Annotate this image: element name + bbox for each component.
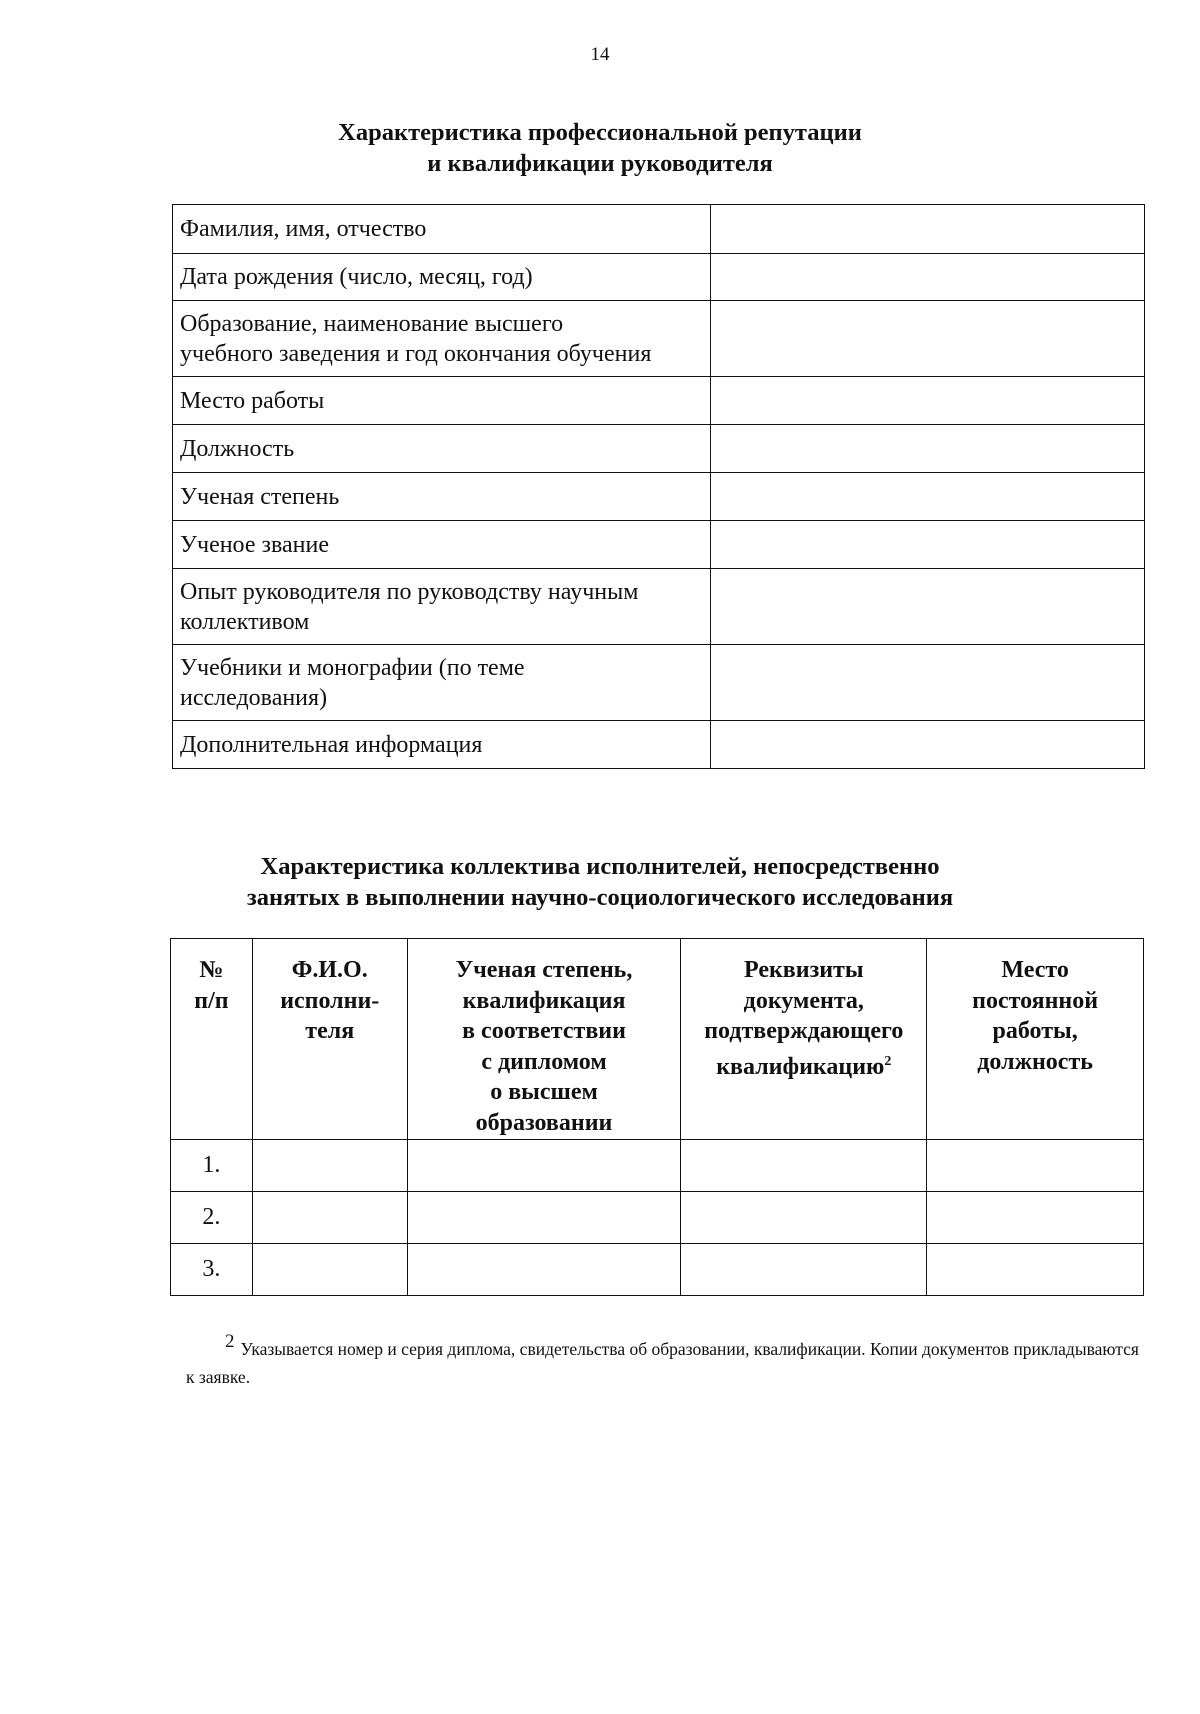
profile-row-label	[173, 521, 711, 569]
header-number	[171, 939, 253, 1140]
team-table-header-row	[171, 939, 1144, 1140]
profile-row-value[interactable]	[711, 205, 1145, 254]
section-1-title-line-1: Характеристика профессиональной репутации	[338, 119, 862, 146]
header-document-line	[682, 986, 925, 1017]
footnote-text: Указывается номер и серия диплома, свидетельства об образовании, квалификации. Копии документов прикладываются к заявке.	[186, 1339, 1139, 1387]
header-document-line-text: Реквизиты	[743, 957, 864, 983]
header-document	[681, 939, 927, 1140]
header-number-line-text: п/п	[194, 987, 229, 1014]
header-fio-line-text: теля	[305, 1018, 355, 1044]
profile-row	[173, 569, 1145, 645]
header-degree-line	[409, 1047, 680, 1078]
section-1-title	[0, 117, 1200, 179]
profile-row-label-line: Ученая степень	[180, 483, 340, 510]
profile-row-label	[173, 377, 711, 425]
profile-row-label-line: Образование, наименование высшего	[180, 310, 564, 337]
profile-row-label-line: Дополнительная информация	[180, 731, 483, 758]
header-workplace-line	[928, 955, 1142, 986]
profile-row-label	[173, 254, 711, 301]
header-fio-line	[254, 986, 406, 1017]
header-degree-line-text: Ученая степень,	[455, 957, 633, 983]
team-cell-fio[interactable]	[252, 1244, 407, 1296]
header-number-line-text: №	[199, 957, 224, 983]
profile-row-label-line: Фамилия, имя, отчество	[180, 216, 427, 242]
team-cell-fio[interactable]	[252, 1192, 407, 1244]
header-degree-line	[409, 986, 680, 1017]
header-workplace-line	[928, 1016, 1142, 1047]
team-table	[170, 938, 1144, 1296]
profile-row-value[interactable]	[711, 569, 1145, 645]
profile-row-value[interactable]	[711, 473, 1145, 521]
profile-row-label	[173, 569, 711, 645]
header-workplace-line-text: постоянной	[972, 987, 1099, 1014]
profile-row-label	[173, 721, 711, 769]
profile-row-label-line: исследования)	[180, 684, 328, 711]
team-cell-degree[interactable]	[407, 1140, 681, 1192]
footnote-ref-mark: 2	[884, 1053, 892, 1069]
profile-row-value[interactable]	[711, 377, 1145, 425]
team-cell-workplace[interactable]	[927, 1140, 1144, 1192]
header-degree-line-text: в соответствии	[462, 1018, 626, 1044]
header-degree-line	[409, 955, 680, 986]
header-workplace-line-text: должность	[977, 1048, 1093, 1075]
profile-row-value[interactable]	[711, 254, 1145, 301]
header-document-line-text: документа,	[743, 987, 864, 1014]
header-workplace-line-text: работы,	[992, 1018, 1078, 1044]
profile-row-value[interactable]	[711, 521, 1145, 569]
header-fio-line-text: исполни-	[280, 987, 380, 1014]
header-workplace-line	[928, 986, 1142, 1017]
profile-row-label-line: учебного заведения и год окончания обучения	[180, 340, 652, 367]
team-row	[171, 1244, 1144, 1296]
profile-row-label	[173, 645, 711, 721]
profile-row	[173, 425, 1145, 473]
header-fio	[252, 939, 407, 1140]
header-number-line	[172, 986, 251, 1017]
team-cell-degree[interactable]	[407, 1192, 681, 1244]
section-2-title-line-2: занятых в выполнении научно-социологического исследования	[246, 884, 954, 911]
team-cell-document[interactable]	[681, 1140, 927, 1192]
header-degree-line-text: квалификация	[462, 987, 626, 1014]
section-2-title-line-1: Характеристика коллектива исполнителей, непосредственно	[260, 853, 940, 880]
header-fio-line	[254, 1016, 406, 1047]
section-1-title-line-2: и квалификации руководителя	[427, 150, 773, 177]
header-document-line	[682, 1016, 925, 1047]
profile-row	[173, 645, 1145, 721]
team-row	[171, 1192, 1144, 1244]
header-document-line-text: подтверждающего	[704, 1018, 904, 1044]
profile-row-label	[173, 425, 711, 473]
header-workplace-line-text: Место	[1001, 957, 1069, 983]
profile-row-label-line: Дата рождения (число, месяц, год)	[180, 264, 533, 290]
header-document-line	[682, 1047, 925, 1083]
header-fio-line	[254, 955, 406, 986]
team-cell-num: 3.	[171, 1244, 253, 1296]
profile-row-label	[173, 205, 711, 254]
header-degree-line	[409, 1108, 680, 1139]
profile-row-value[interactable]	[711, 425, 1145, 473]
profile-row	[173, 377, 1145, 425]
profile-row-value[interactable]	[711, 301, 1145, 377]
team-cell-document[interactable]	[681, 1244, 927, 1296]
profile-row-label-line: Ученое звание	[180, 531, 329, 558]
profile-row	[173, 473, 1145, 521]
profile-row	[173, 254, 1145, 301]
team-row	[171, 1140, 1144, 1192]
header-degree-line-text: о высшем	[490, 1079, 598, 1105]
profile-row-value[interactable]	[711, 721, 1145, 769]
profile-row-label-line: Учебники и монографии (по теме	[180, 654, 525, 681]
footnote-mark: 2	[225, 1331, 235, 1352]
manager-profile-table	[172, 204, 1145, 769]
header-workplace-line	[928, 1047, 1142, 1078]
team-cell-degree[interactable]	[407, 1244, 681, 1296]
header-degree	[407, 939, 681, 1140]
header-document-line-text: квалификацию	[716, 1053, 885, 1080]
profile-row	[173, 521, 1145, 569]
profile-row	[173, 301, 1145, 377]
header-degree-line	[409, 1016, 680, 1047]
section-2-title	[0, 851, 1200, 913]
team-cell-num: 2.	[171, 1192, 253, 1244]
profile-row-label-line: коллективом	[180, 608, 310, 635]
profile-row	[173, 721, 1145, 769]
page-number: 14	[590, 44, 610, 65]
header-fio-line-text: Ф.И.О.	[291, 957, 368, 983]
profile-row	[173, 205, 1145, 254]
header-degree-line-text: образовании	[475, 1109, 613, 1136]
header-workplace	[927, 939, 1144, 1140]
header-degree-line-text: с дипломом	[481, 1048, 607, 1075]
profile-row-label	[173, 301, 711, 377]
profile-row-label	[173, 473, 711, 521]
team-cell-document[interactable]	[681, 1192, 927, 1244]
header-document-line	[682, 955, 925, 986]
team-cell-fio[interactable]	[252, 1140, 407, 1192]
profile-row-value[interactable]	[711, 645, 1145, 721]
profile-row-label-line: Опыт руководителя по руководству научным	[180, 578, 639, 605]
header-degree-line	[409, 1077, 680, 1108]
header-number-line	[172, 955, 251, 986]
profile-row-label-line: Место работы	[180, 387, 325, 414]
team-cell-workplace[interactable]	[927, 1244, 1144, 1296]
team-cell-workplace[interactable]	[927, 1192, 1144, 1244]
team-cell-num: 1.	[171, 1140, 253, 1192]
footnote	[186, 1328, 1146, 1391]
profile-row-label-line: Должность	[180, 435, 295, 462]
